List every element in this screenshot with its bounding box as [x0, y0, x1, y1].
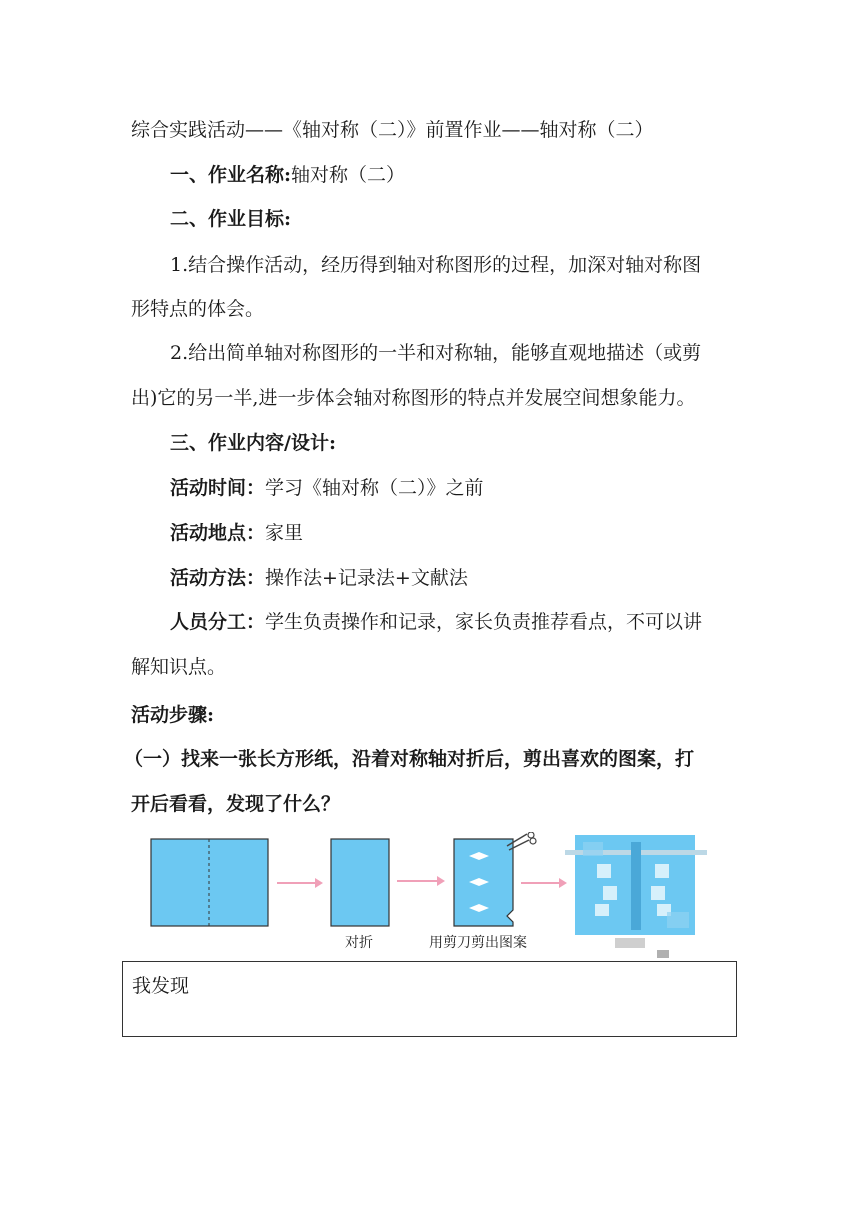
full-paper-sheet [151, 839, 268, 926]
section-1 [170, 163, 770, 187]
activity-method-value: 操作法+记录法+文献法 [265, 567, 468, 589]
activity-time-value: 学习《轴对称（二）》之前 [265, 477, 484, 499]
paper-being-cut [454, 839, 513, 926]
section-1-value: 轴对称（二） [291, 164, 406, 186]
arrow-right-icon [397, 876, 445, 886]
roles-label: 人员分工： [170, 611, 266, 633]
goal-2-line-1: 2.给出简单轴对称图形的一半和对称轴，能够直观地描述（或剪 [170, 342, 702, 364]
activity-method [170, 566, 770, 590]
goal-1-line-1: 1.结合操作活动，经历得到轴对称图形的过程，加深对轴对称图 [170, 254, 702, 276]
activity-place [170, 521, 770, 545]
section-1-label: 一、作业名称: [170, 164, 292, 186]
activity-time [170, 476, 770, 500]
goal-2-line-2: 出)它的另一半,进一步体会轴对称图形的特点并发展空间想象能力。 [131, 387, 696, 409]
fold-cut-illustration [145, 832, 715, 962]
activity-place-value: 家里 [265, 522, 304, 544]
answer-box[interactable] [122, 961, 737, 1037]
activity-method-label: 活动方法： [170, 567, 266, 589]
steps-label: 活动步骤: [131, 704, 215, 726]
doc-title: 综合实践活动——《轴对称（二）》前置作业——轴对称（二） [131, 119, 654, 141]
roles [170, 610, 770, 634]
goal-1-line-2: 形特点的体会。 [131, 298, 265, 320]
caption-cut: 用剪刀剪出图案 [429, 935, 527, 951]
activity-place-label: 活动地点： [170, 522, 266, 544]
roles-value-line-1: 学生负责操作和记录，家长负责推荐看点，不可以讲 [265, 611, 703, 633]
activity-time-label: 活动时间： [170, 477, 266, 499]
caption-fold: 对折 [345, 935, 373, 951]
roles-value-line-2: 解知识点。 [131, 656, 227, 678]
step-1-line-1: （一）找来一张长方形纸，沿着对称轴对折后，剪出喜欢的图案，打 [124, 748, 695, 770]
unfolded-paper-result [565, 835, 707, 958]
section-3-label: 三、作业内容/设计: [170, 432, 336, 454]
folded-paper [331, 839, 389, 926]
arrow-right-icon [277, 878, 323, 888]
step-1-line-2: 开后看看，发现了什么？ [131, 793, 341, 815]
answer-label: 我发现 [132, 975, 190, 997]
section-2-label: 二、作业目标: [170, 208, 292, 230]
arrow-right-icon [521, 878, 567, 888]
